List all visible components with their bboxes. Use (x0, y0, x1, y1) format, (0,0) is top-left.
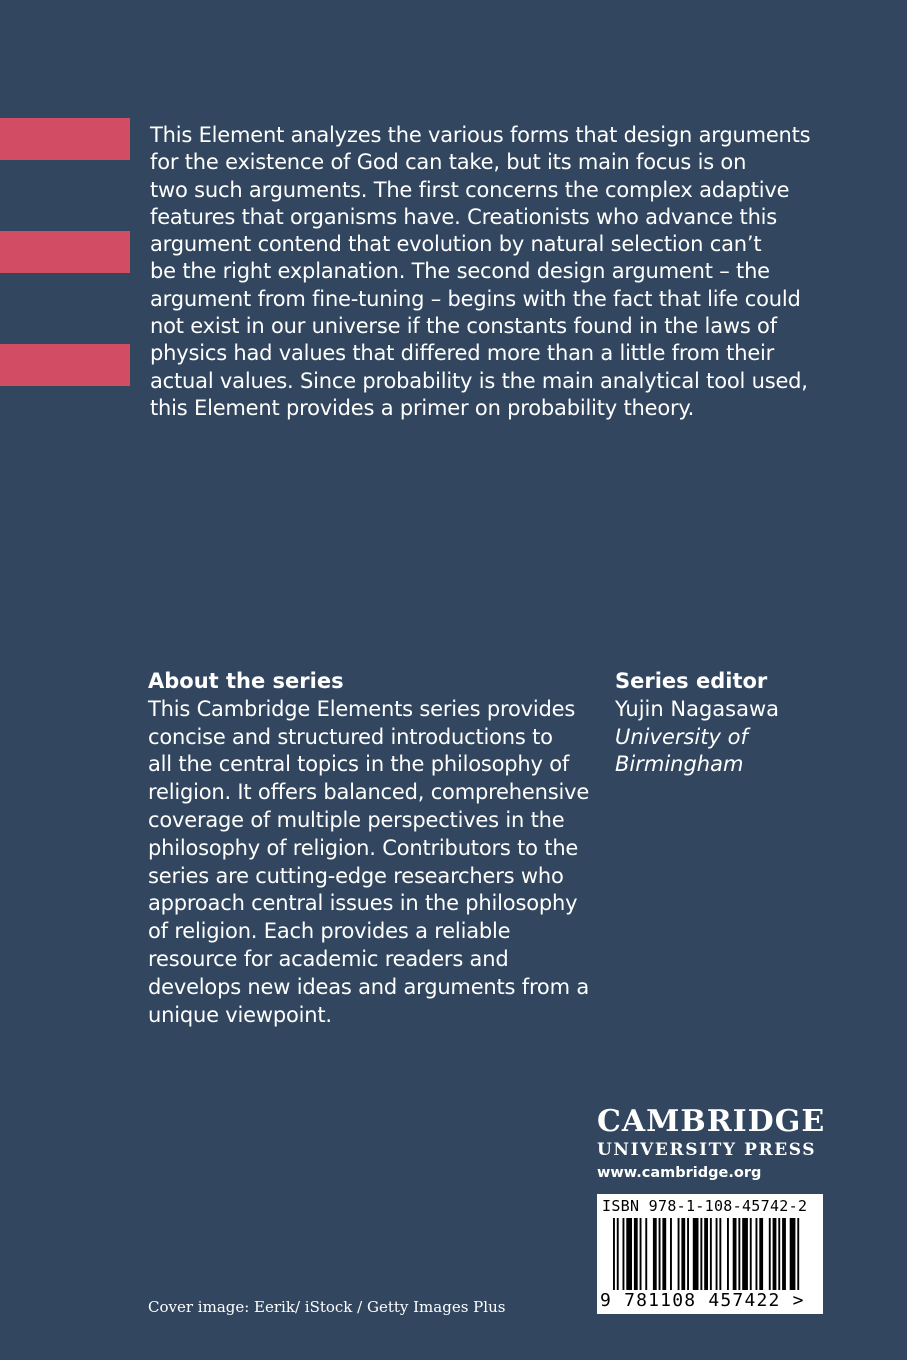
accent-bar-middle (0, 231, 130, 273)
publisher-name: CAMBRIDGE (597, 1104, 826, 1139)
series-editor-affiliation: Birmingham (615, 752, 744, 777)
about-series-line: coverage of multiple perspectives in the (148, 807, 565, 832)
book-blurb (150, 122, 830, 422)
cover-image-credit: Cover image: Eerik/ iStock / Getty Images Plus (148, 1298, 506, 1316)
about-series-line: approach central issues in the philosophy (148, 891, 578, 916)
publisher-url: www.cambridge.org (597, 1165, 762, 1181)
isbn-label: ISBN 978-1-108-45742-2 (602, 1197, 808, 1215)
about-series-line: This Cambridge Elements series provides (148, 696, 576, 721)
series-editor-heading: Series editor (615, 669, 768, 693)
blurb-line: features that organisms have. Creationists who advance this (150, 204, 778, 229)
about-series-line: religion. It offers balanced, comprehensive (148, 780, 590, 805)
about-series-line: unique viewpoint. (148, 1002, 332, 1027)
about-the-series (148, 668, 608, 1029)
series-editor (615, 668, 865, 779)
isbn-barcode (597, 1194, 823, 1314)
publisher-press: UNIVERSITY PRESS (597, 1140, 817, 1160)
about-series-line: all the central topics in the philosophy of (148, 752, 570, 777)
blurb-line: physics had values that differed more than a little from their (150, 341, 775, 366)
blurb-line: this Element provides a primer on probability theory. (150, 395, 695, 420)
blurb-line: be the right explanation. The second design argument – the (150, 259, 770, 284)
accent-bar-bottom (0, 344, 130, 386)
barcode-bars (613, 1218, 809, 1300)
about-series-heading: About the series (148, 669, 344, 693)
blurb-line: argument contend that evolution by natural selection can’t (150, 232, 762, 257)
about-series-line: of religion. Each provides a reliable (148, 919, 511, 944)
about-series-line: develops new ideas and arguments from a (148, 974, 589, 999)
accent-bar-top (0, 118, 130, 160)
blurb-line: not exist in our universe if the constants found in the laws of (150, 314, 777, 339)
series-editor-affiliation: University of (615, 724, 748, 749)
blurb-line: for the existence of God can take, but its main focus is on (150, 150, 747, 175)
blurb-line: two such arguments. The first concerns the complex adaptive (150, 177, 790, 202)
about-series-line: concise and structured introductions to (148, 724, 553, 749)
barcode-digits: 9 781108 457422 > (600, 1290, 805, 1311)
publisher-logo (597, 1105, 837, 1184)
blurb-line: actual values. Since probability is the main analytical tool used, (150, 368, 808, 393)
series-editor-name: Yujin Nagasawa (615, 696, 780, 721)
blurb-line: argument from fine-tuning – begins with the fact that life could (150, 286, 801, 311)
about-series-line: philosophy of religion. Contributors to the (148, 835, 579, 860)
about-series-line: series are cutting-edge researchers who (148, 863, 564, 888)
about-series-line: resource for academic readers and (148, 946, 509, 971)
blurb-line: This Element analyzes the various forms that design arguments (150, 123, 811, 147)
